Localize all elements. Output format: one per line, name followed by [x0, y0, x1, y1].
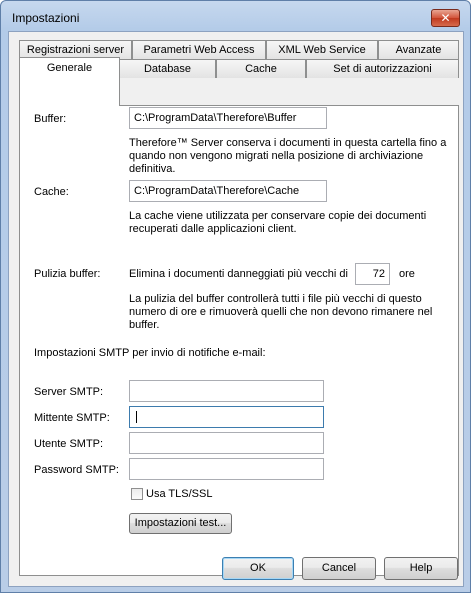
buffer-path-input[interactable]	[129, 107, 327, 129]
tab-set-di-autorizzazioni[interactable]	[306, 59, 459, 78]
tab-label: Generale	[46, 62, 93, 74]
text-caret	[136, 411, 137, 423]
smtp-server-input[interactable]	[129, 380, 324, 402]
close-button[interactable]	[431, 9, 460, 27]
cleanup-label: Pulizia buffer:	[34, 268, 101, 280]
title-bar[interactable]	[1, 1, 470, 31]
tab-label: Avanzate	[395, 44, 442, 56]
tab-label: XML Web Service	[278, 44, 366, 56]
cache-description: La cache viene utilizzata per conservare copie dei documenti recuperati dalle applicazioni client.	[129, 210, 427, 235]
smtp-password-label: Password SMTP:	[34, 464, 119, 476]
test-settings-button[interactable]	[129, 513, 232, 534]
tab-parametri-web-access[interactable]	[132, 40, 266, 59]
test-settings-button-label: Impostazioni test...	[134, 517, 227, 529]
cache-label: Cache:	[34, 186, 69, 198]
tab-xml-web-service[interactable]	[266, 40, 378, 59]
tab-label: Cache	[245, 63, 277, 75]
ok-button[interactable]	[222, 557, 294, 580]
help-button-label: Help	[409, 562, 433, 574]
ok-button-label: OK	[250, 562, 266, 574]
buffer-description: Therefore™ Server conserva i documenti in questa cartella fino a quando non vengono migrati nella posizione di archiviazione definitiva.	[129, 137, 447, 175]
cancel-button[interactable]	[302, 557, 376, 580]
smtp-password-input[interactable]	[129, 458, 324, 480]
tab-cache[interactable]	[216, 59, 306, 78]
smtp-sender-input[interactable]	[129, 406, 324, 428]
cleanup-prefix-text: Elimina i documenti danneggiati più vecchi di	[129, 268, 348, 280]
tab-avanzate[interactable]	[378, 40, 459, 59]
smtp-heading: Impostazioni SMTP per invio di notifiche e-mail:	[34, 347, 266, 359]
cache-path-input[interactable]	[129, 180, 327, 202]
tab-label: Registrazioni server	[26, 44, 125, 56]
tab-label: Parametri Web Access	[143, 44, 255, 56]
smtp-sender-label: Mittente SMTP:	[34, 412, 110, 424]
tls-ssl-label: Usa TLS/SSL	[146, 488, 213, 500]
cleanup-description: La pulizia del buffer controllerà tutti i file più vecchi di questo numero di ore e rimuoverà quelli che non devono rimanere nel buffer.	[129, 293, 433, 331]
cleanup-unit-text: ore	[399, 268, 415, 280]
tab-database[interactable]	[119, 59, 216, 78]
help-button[interactable]	[384, 557, 458, 580]
buffer-label: Buffer:	[34, 113, 67, 125]
cancel-button-label: Cancel	[321, 562, 357, 574]
smtp-user-input[interactable]	[129, 432, 324, 454]
cleanup-hours-input[interactable]	[355, 263, 390, 285]
tls-ssl-checkbox[interactable]	[131, 488, 143, 500]
tab-generale[interactable]	[19, 57, 120, 106]
close-icon: ✕	[440, 11, 451, 25]
window-title: Impostazioni	[12, 11, 80, 25]
tab-label: Set di autorizzazioni	[333, 63, 432, 75]
tab-label: Database	[143, 63, 192, 75]
dialog-client	[8, 31, 464, 587]
smtp-user-label: Utente SMTP:	[34, 438, 104, 450]
smtp-server-label: Server SMTP:	[34, 386, 104, 398]
